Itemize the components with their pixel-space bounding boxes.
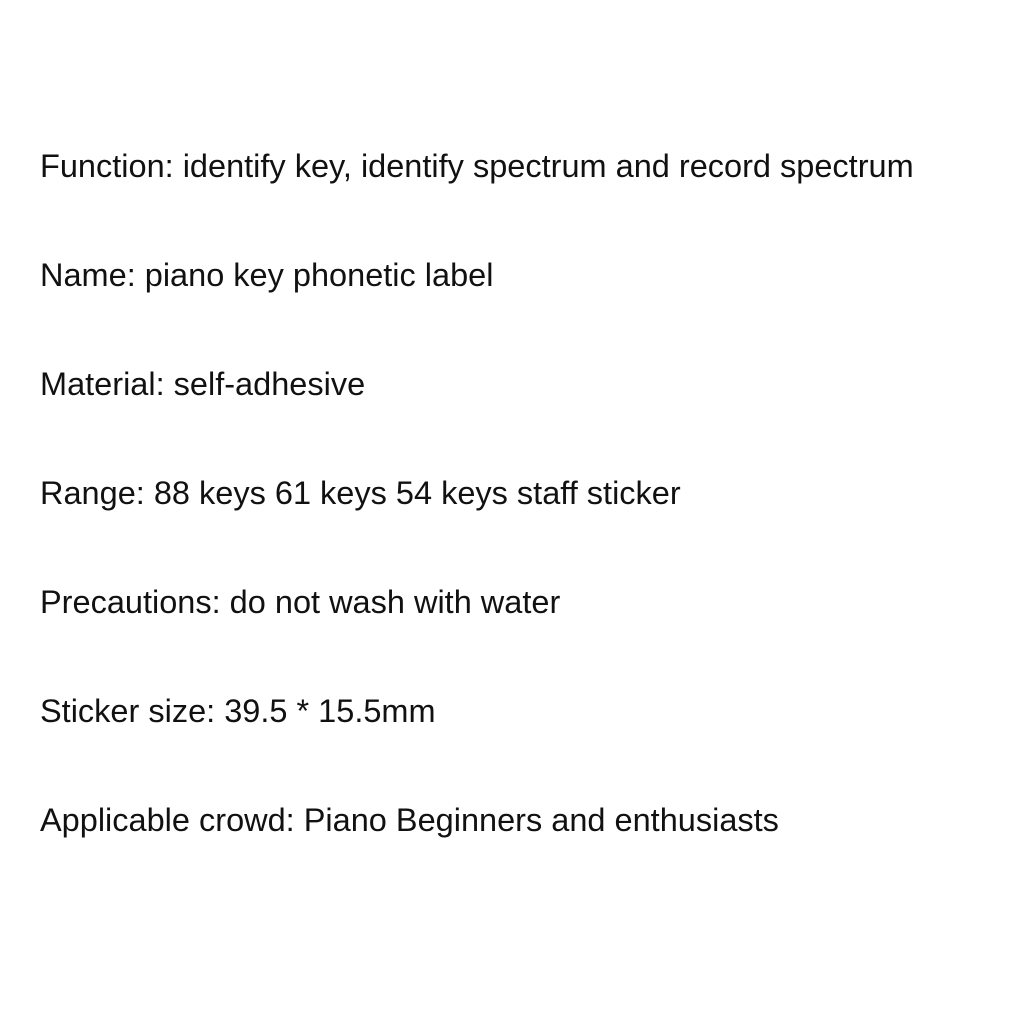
spec-range: Range: 88 keys 61 keys 54 keys staff sticker [40, 475, 681, 511]
spec-function: Function: identify key, identify spectrum and record spectrum [40, 148, 914, 184]
spec-material: Material: self-adhesive [40, 366, 366, 402]
spec-applicable-crowd: Applicable crowd: Piano Beginners and enthusiasts [40, 802, 779, 838]
product-spec-list [40, 142, 914, 905]
spec-sticker-size: Sticker size: 39.5 * 15.5mm [40, 693, 436, 729]
spec-name: Name: piano key phonetic label [40, 257, 494, 293]
spec-precautions: Precautions: do not wash with water [40, 584, 561, 620]
